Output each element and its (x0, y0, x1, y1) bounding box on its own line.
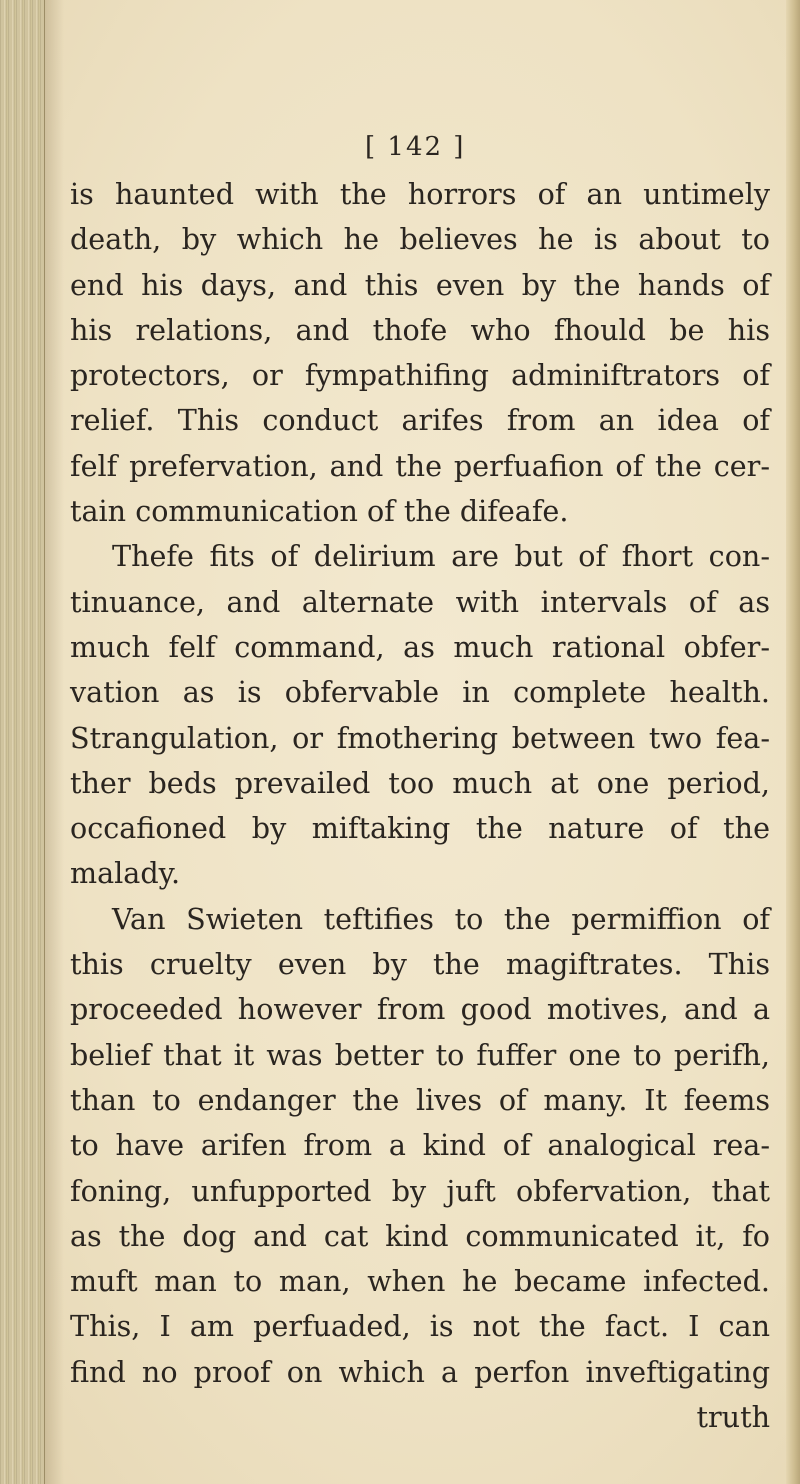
text-line: end his days, and this even by the hands of (70, 267, 770, 302)
text-line: much felf command, as much rational obfer- (70, 629, 770, 664)
text-line: belief that it was better to fuffer one to perifh, (70, 1037, 770, 1072)
page-number-header: [ 142 ] (365, 132, 466, 162)
text-line: malady. (70, 856, 181, 891)
text-line: this cruelty even by the magiftrates. This (70, 947, 770, 982)
text-line: Strangulation, or fmothering between two fea- (70, 720, 770, 755)
text-line: than to endanger the lives of many. It feems (70, 1082, 770, 1117)
text-line: proceeded however from good motives, and a (70, 992, 770, 1027)
text-line: This, I am perfuaded, is not the fact. I can (70, 1309, 770, 1344)
body-text (70, 172, 770, 1440)
text-line: find no proof on which a perfon inveftigating (70, 1354, 770, 1389)
text-line: vation as is obfervable in complete health. (70, 675, 770, 710)
gutter-shadow (44, 0, 64, 1484)
text-line: tinuance, and alternate with intervals of as (70, 584, 770, 619)
catchword: truth (696, 1400, 770, 1435)
text-line: as the dog and cat kind communicated it, fo (70, 1218, 770, 1253)
text-line: death, by which he believes he is about to (70, 222, 770, 257)
text-line: Thefe fits of delirium are but of fhort con- (112, 539, 770, 574)
page-edge (786, 0, 800, 1484)
text-line: his relations, and thofe who fhould be his (70, 312, 770, 347)
text-line: relief. This conduct arifes from an idea of (70, 403, 770, 438)
text-line: muft man to man, when he became infected. (70, 1264, 770, 1299)
text-line: foning, unfupported by juft obfervation, that (70, 1173, 770, 1208)
text-line: ther beds prevailed too much at one period, (70, 765, 770, 800)
text-line: is haunted with the horrors of an untimely (70, 177, 770, 211)
text-line: occafioned by miftaking the nature of the (70, 811, 770, 846)
book-binding (0, 0, 45, 1484)
text-line: felf prefervation, and the perfuafion of the cer- (70, 448, 770, 483)
text-line: tain communication of the difeafe. (70, 494, 569, 529)
text-line: Van Swieten teftifies to the permiffion of (112, 901, 770, 936)
text-line: protectors, or fympathifing adminiftrators of (70, 358, 770, 393)
text-line: to have arifen from a kind of analogical rea- (70, 1128, 770, 1163)
